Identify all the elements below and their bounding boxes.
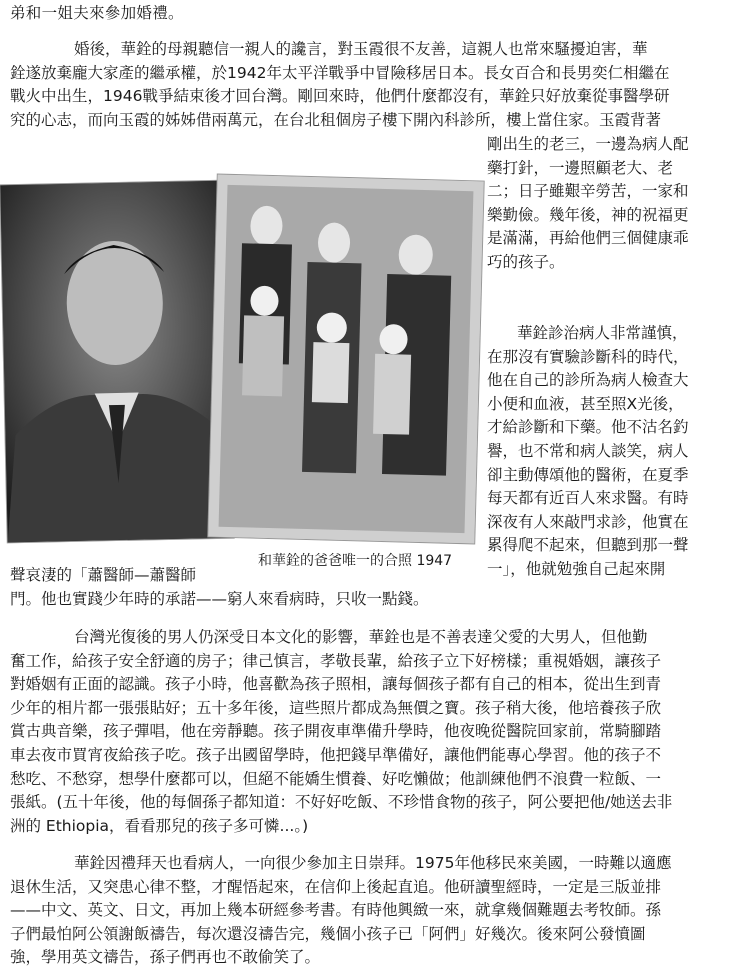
right-column-text-2 xyxy=(487,322,732,582)
text-line: 愁吃、不愁穿，想學什麼都可以，但絕不能嬌生慣養、好吃懶做；他訓練他們不浪費一粒飯、一 xyxy=(10,769,662,788)
text-line: 強，學用英文禱告，孫子們再也不敢偷笑了。 xyxy=(10,948,321,967)
text-line: 對婚姻有正面的認識。孩子小時，他喜歡為孩子照相，讓每個孩子都有自己的相本，從出生到青 xyxy=(10,675,662,694)
text-line: 他在自己的診所為病人檢查大 xyxy=(487,371,689,390)
text-line: 藥打針，一邊照顧老大、老 xyxy=(487,158,674,177)
family-image-icon xyxy=(208,175,483,544)
text-line: 是滿滿，再給他們三個健康乖 xyxy=(487,229,689,248)
text-line: 聲哀淒的「蕭醫師—蕭醫師 xyxy=(10,566,197,584)
text-line: 銓遂放棄龐大家產的繼承權，於1942年太平洋戰爭中冒險移居日本。長女百合和長男奕仁相繼在 xyxy=(10,63,670,82)
text-line: 一」，他就勉強自己起來開 xyxy=(487,559,666,578)
text-line: 張紙。(五十年後，他的每個孫子都知道：不好好吃飯、不珍惜食物的孩子，阿公要把他/她送去非 xyxy=(10,793,673,812)
text-line: 才給診斷和下藥。他不沽名釣 xyxy=(487,418,689,437)
portrait-photo xyxy=(0,181,233,543)
text-line: 每天都有近百人來求醫。有時 xyxy=(487,489,689,508)
paragraph-marriage xyxy=(10,38,726,132)
top-line: 弟和一姐夫來參加婚禮。 xyxy=(10,4,184,22)
text-line: 究的心志，而向玉霞的姊姊借兩萬元，在台北租個房子樓下開內科診所，樓上當住家。玉霞背著 xyxy=(10,110,662,129)
text-line: 華銓診治病人非常謹慎， xyxy=(517,324,688,342)
text-line: 深夜有人來敲門求診，他實在 xyxy=(487,512,689,531)
text-line: 戰火中出生，1946戰爭結束後才回台灣。剛回來時，他們什麼都沒有，華銓只好放棄從事醫學研 xyxy=(10,87,670,106)
text-line: ——中文、英文、日文，再加上幾本研經參考書。有時他興緻一來，就拿幾個難題去考牧師。孫 xyxy=(10,901,662,920)
text-line: 華銓因禮拜天也看病人，一向很少參加主日崇拜。1975年他移民來美國，一時難以適應 xyxy=(74,854,672,872)
text-line: 少年的相片都一張張貼好；五十多年後，這些照片都成為無價之寶。孩子稍大後，他培養孩子欣 xyxy=(10,698,662,717)
paragraph-night-calls xyxy=(10,564,726,611)
text-line: 門。他也實踐少年時的承諾——窮人來看病時，只收一點錢。 xyxy=(10,589,429,608)
paragraph-fatherhood xyxy=(10,626,726,838)
text-line: 車去夜市買宵夜給孩子吃。孩子出國留學時，他把錢早準備好，讓他們能專心學習。他的孩子不 xyxy=(10,745,662,764)
right-column-text-1 xyxy=(487,133,732,275)
text-line: 子們最怕阿公領謝飯禱告，每次還沒禱告完，幾個小孩子已「阿們」好幾次。後來阿公發憤圖 xyxy=(10,924,646,943)
text-line: 二；日子雖艱辛勞苦，一家和 xyxy=(487,182,689,201)
text-line: 累得爬不起來，但聽到那一聲 xyxy=(487,536,689,555)
text-line: 剛出生的老三，一邊為病人配 xyxy=(487,135,689,153)
text-line: 小便和血液，甚至照X光後， xyxy=(487,394,684,413)
text-line: 在那沒有實驗診斷科的時代， xyxy=(487,347,689,366)
text-line: 卻主動傳頌他的醫術，在夏季 xyxy=(487,465,689,484)
text-line: 譽，也不常和病人談笑，病人 xyxy=(487,441,689,460)
portrait-image-icon xyxy=(0,181,233,543)
text-line: 巧的孩子。 xyxy=(487,252,565,271)
paragraph-faith xyxy=(10,852,726,970)
text-line: 台灣光復後的男人仍深受日本文化的影響，華銓也是不善表達父愛的大男人，但他勤 xyxy=(74,628,648,646)
text-line: 洲的 Ethiopia，看看那兒的孩子多可憐...。) xyxy=(10,816,309,835)
text-line: 退休生活，又突患心律不整，才醒悟起來，在信仰上後起直追。他研讀聖經時，一定是三版並排 xyxy=(10,877,662,896)
text-line: 賞古典音樂，孩子彈唱，他在旁靜聽。孩子開夜車準備升學時，他夜晚從醫院回家前，常騎腳踏 xyxy=(10,722,662,741)
text-line: 樂勤儉。幾年後，神的祝福更 xyxy=(487,205,689,224)
text-line: 婚後，華銓的母親聽信一親人的讒言，對玉霞很不友善，這親人也常來騷擾迫害，華 xyxy=(74,40,648,58)
photo-caption: 和華銓的爸爸唯一的合照 1947 xyxy=(258,553,453,569)
family-photo xyxy=(208,175,483,544)
text-line: 奮工作，給孩子安全舒適的房子；律己慎言，孝敬長輩，給孩子立下好榜樣；重視婚姻，讓孩子 xyxy=(10,651,662,670)
